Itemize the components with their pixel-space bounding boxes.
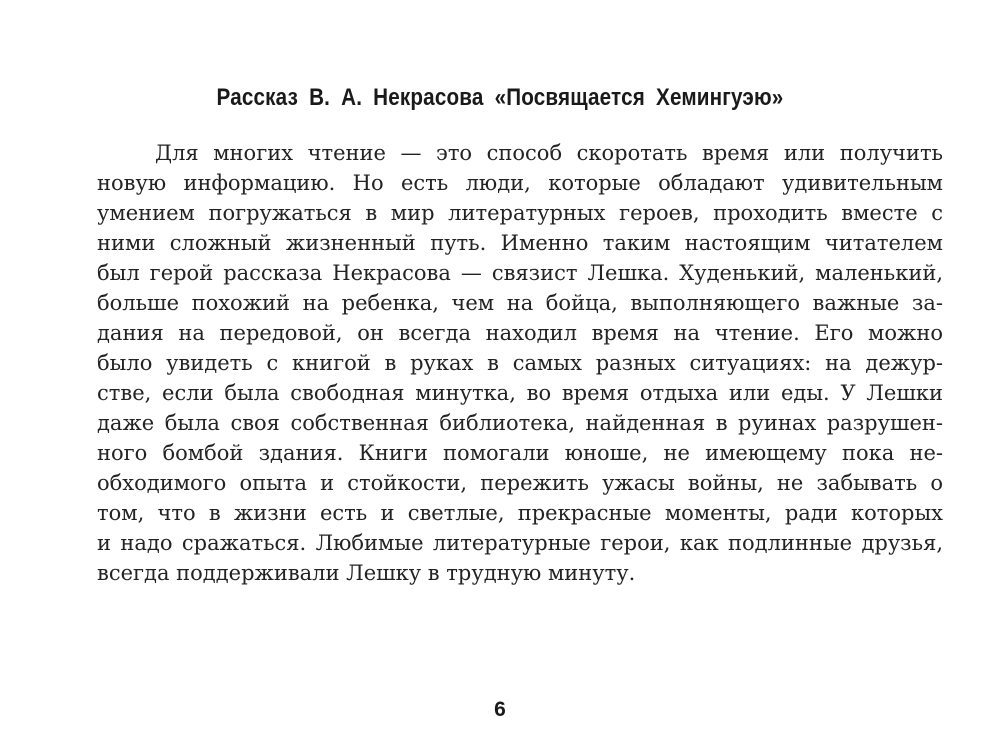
paragraph-line: обходимого опыта и стойкости, пережить ужасы войны, не забывать о: [97, 471, 943, 495]
paragraph-line: даже была своя собственная библиотека, найденная в руинах разрушен-: [97, 411, 943, 435]
paragraph-line: новую информацию. Но есть люди, которые обладают удивительным: [97, 171, 943, 195]
paragraph-line: больше похожий на ребенка, чем на бойца, выполняющего важные за-: [97, 291, 943, 315]
paragraph-line: ними сложный жизненный путь. Именно таким настоящим читателем: [97, 231, 943, 255]
paragraph-line: Для многих чтение — это способ скоротать время или получить: [155, 141, 943, 165]
paragraph-line: было увидеть с книгой в руках в самых разных ситуациях: на дежур-: [97, 351, 943, 375]
paragraph-line: был герой рассказа Некрасова — связист Лешка. Худенький, маленький,: [97, 261, 943, 285]
paragraph-line: умением погружаться в мир литературных героев, проходить вместе с: [97, 201, 943, 225]
paragraph-line: всегда поддерживали Лешку в трудную минуту.: [97, 561, 636, 585]
paragraph-line: дания на передовой, он всегда находил время на чтение. Его можно: [97, 321, 943, 345]
paragraph-line: стве, если была свободная минутка, во время отдыха или еды. У Лешки: [97, 381, 943, 405]
page-number: 6: [494, 698, 506, 721]
paragraph-line: ного бомбой здания. Книги помогали юноше, не имеющему пока не-: [97, 441, 943, 465]
paragraph-line: и надо сражаться. Любимые литературные герои, как подлинные друзья,: [97, 531, 943, 555]
paragraph-line: том, что в жизни есть и светлые, прекрасные моменты, ради которых: [97, 501, 943, 525]
page-title: Рассказ В. А. Некрасова «Посвящается Хемингуэю»: [216, 84, 784, 111]
body-paragraph: [97, 138, 943, 588]
